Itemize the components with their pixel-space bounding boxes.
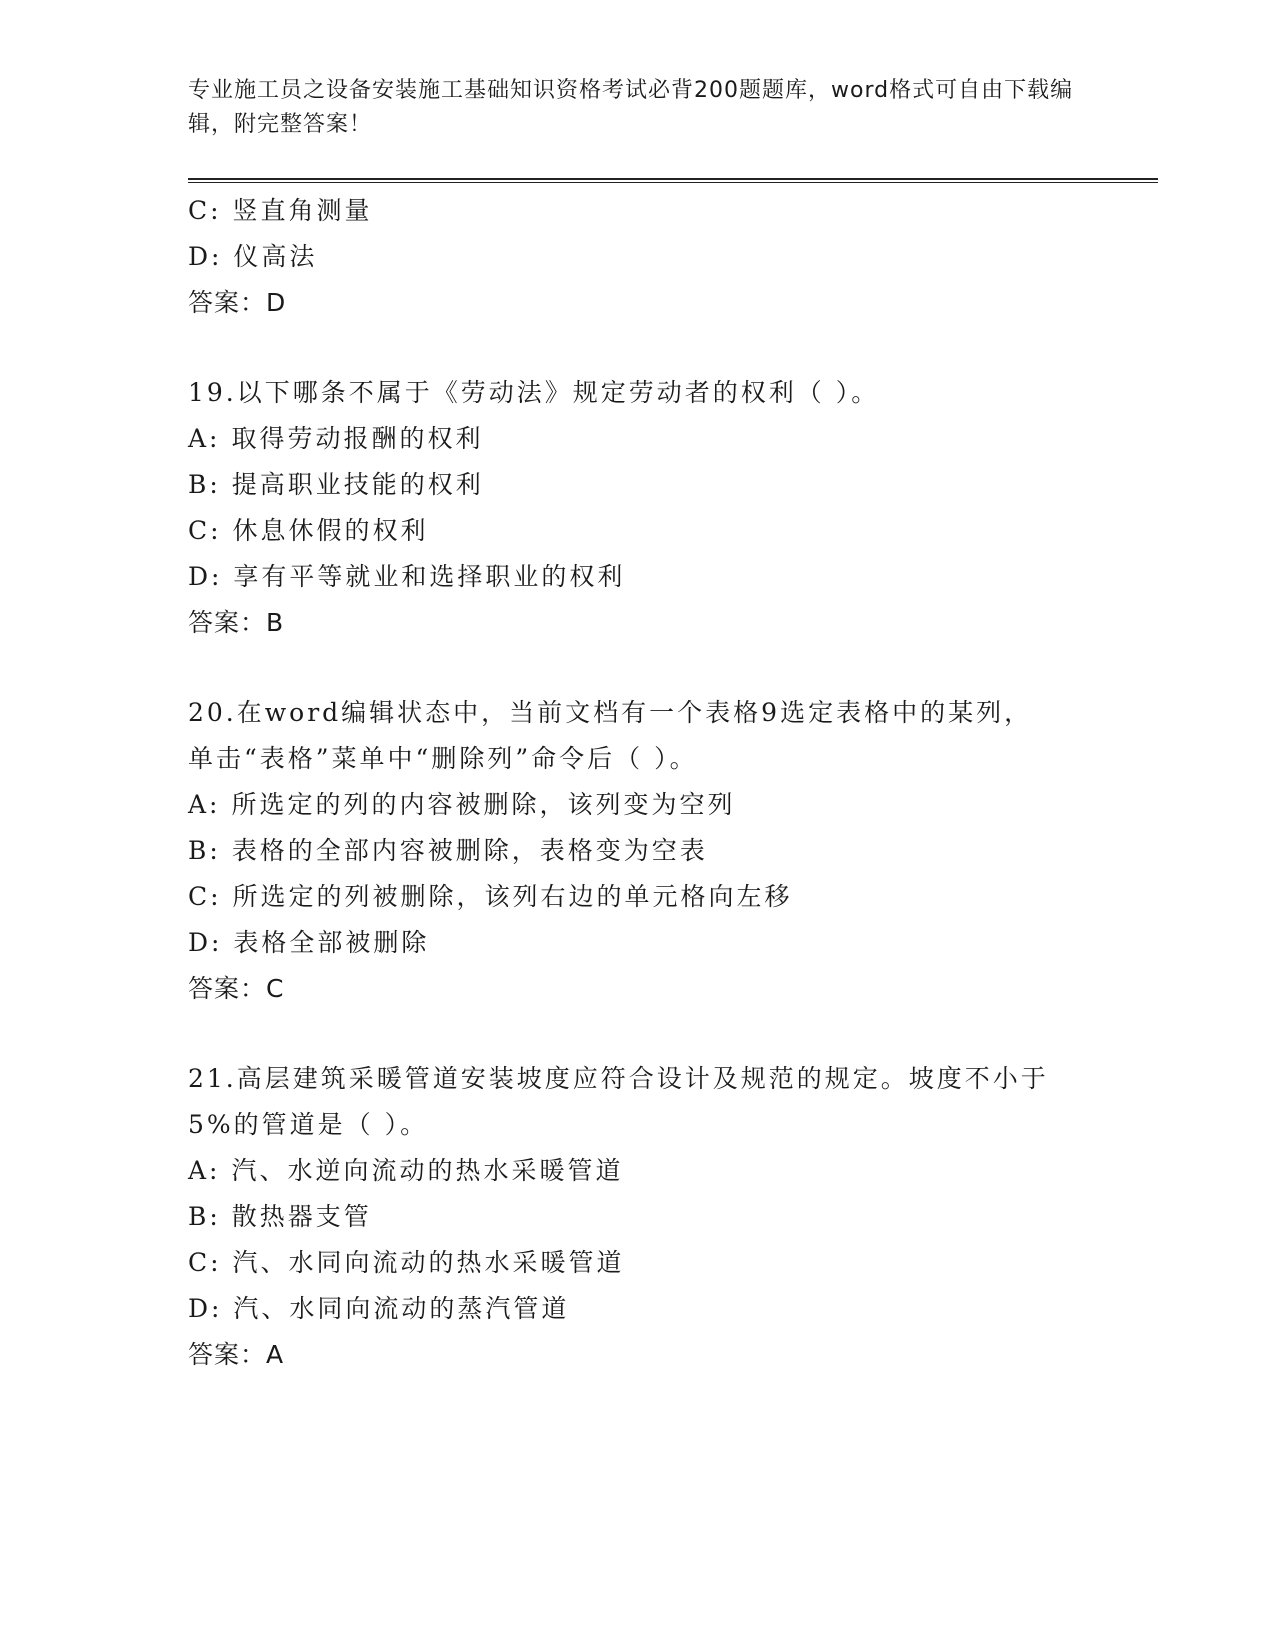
answer-line: 答案：B <box>188 608 285 637</box>
option-d <box>188 234 1158 280</box>
question-20 <box>188 690 1158 1012</box>
spacer <box>188 646 1158 690</box>
option-text: 仪高法 <box>233 242 318 271</box>
option-text: 散热器支管 <box>231 1202 372 1231</box>
option-label: C: <box>188 196 222 225</box>
option-label: A: <box>188 790 221 819</box>
option-label: A: <box>188 424 221 453</box>
option-label: B: <box>188 836 221 865</box>
answer-line: 答案：A <box>188 1340 285 1369</box>
option-b <box>188 462 1158 508</box>
option-text: 享有平等就业和选择职业的权利 <box>233 562 626 591</box>
option-label: D: <box>188 562 223 591</box>
option-b <box>188 828 1158 874</box>
option-b <box>188 1194 1158 1240</box>
option-label: D: <box>188 1294 223 1323</box>
document-body <box>188 188 1158 1378</box>
page-header-title: 专业施工员之设备安装施工基础知识资格考试必背200题题库，word格式可自由下载编辑，附完整答案！ <box>188 78 1074 137</box>
option-a <box>188 1148 1158 1194</box>
option-label: D: <box>188 928 223 957</box>
option-text: 取得劳动报酬的权利 <box>231 424 484 453</box>
option-text: 表格全部被删除 <box>233 928 430 957</box>
option-text: 表格的全部内容被删除，表格变为空表 <box>231 836 708 865</box>
option-d <box>188 554 1158 600</box>
spacer <box>188 326 1158 370</box>
option-text: 汽、水同向流动的蒸汽管道 <box>233 1294 570 1323</box>
question-stem-line-2: 5%的管道是（ ）。 <box>188 1110 429 1139</box>
question-stem-line-1: 21.高层建筑采暖管道安装坡度应符合设计及规范的规定。坡度不小于 <box>188 1064 1049 1093</box>
option-text: 汽、水同向流动的热水采暖管道 <box>232 1248 625 1277</box>
question-18-continuation <box>188 188 1158 326</box>
option-a <box>188 782 1158 828</box>
question-stem: 19.以下哪条不属于《劳动法》规定劳动者的权利（ ）。 <box>188 378 880 407</box>
option-text: 休息休假的权利 <box>232 516 429 545</box>
question-21 <box>188 1056 1158 1378</box>
header-divider <box>188 178 1158 183</box>
option-c <box>188 188 1158 234</box>
option-label: B: <box>188 1202 221 1231</box>
answer-line: 答案：C <box>188 974 285 1003</box>
answer-line: 答案：D <box>188 288 287 317</box>
question-19 <box>188 370 1158 646</box>
option-label: C: <box>188 882 222 911</box>
option-a <box>188 416 1158 462</box>
option-c <box>188 508 1158 554</box>
option-text: 汽、水逆向流动的热水采暖管道 <box>231 1156 624 1185</box>
option-text: 所选定的列的内容被删除，该列变为空列 <box>231 790 736 819</box>
question-stem-line-2: 单击“表格”菜单中“删除列”命令后（ ）。 <box>188 744 698 773</box>
option-label: C: <box>188 1248 222 1277</box>
option-label: C: <box>188 516 222 545</box>
option-d <box>188 920 1158 966</box>
option-text: 所选定的列被删除，该列右边的单元格向左移 <box>232 882 793 911</box>
option-label: A: <box>188 1156 221 1185</box>
question-stem-line-1: 20.在word编辑状态中，当前文档有一个表格9选定表格中的某列， <box>188 698 1033 727</box>
option-label: D: <box>188 242 223 271</box>
option-text: 提高职业技能的权利 <box>231 470 484 499</box>
spacer <box>188 1012 1158 1056</box>
option-label: B: <box>188 470 221 499</box>
option-text: 竖直角测量 <box>232 196 373 225</box>
option-d <box>188 1286 1158 1332</box>
option-c <box>188 874 1158 920</box>
option-c <box>188 1240 1158 1286</box>
